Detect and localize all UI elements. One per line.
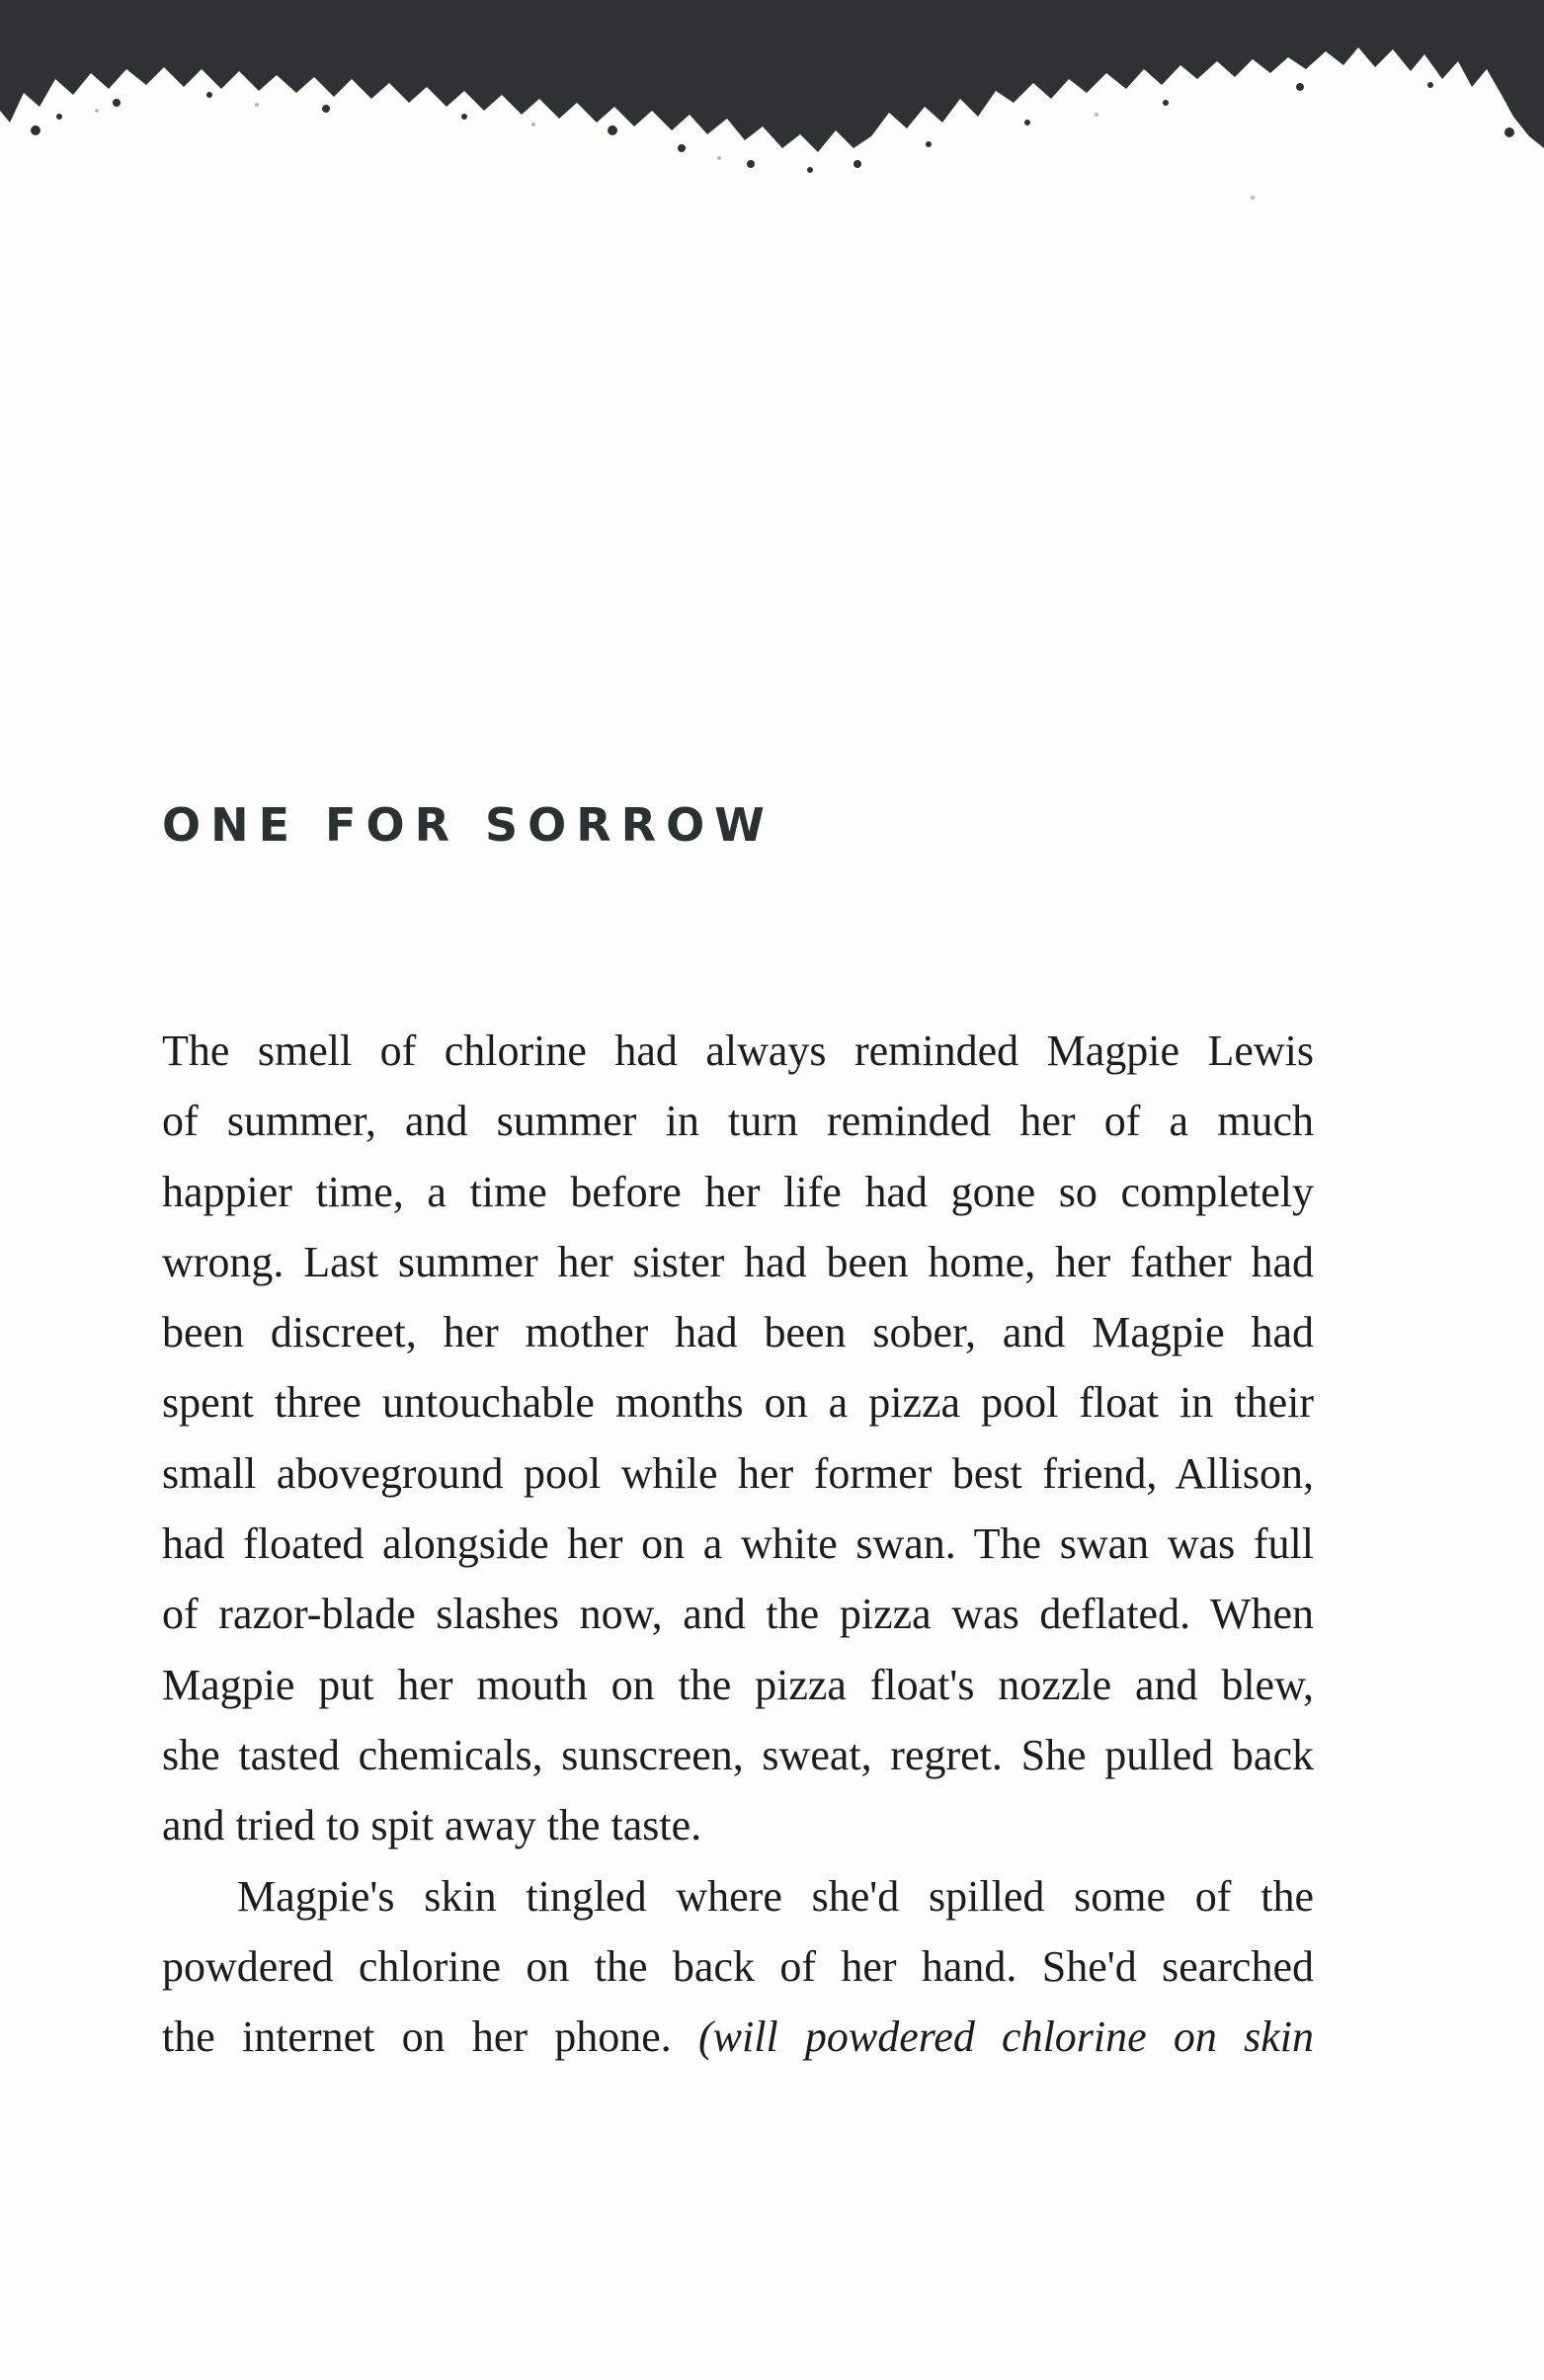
text-line: happier time, a time before her life had gone so completely xyxy=(162,1167,1314,1216)
chapter-body xyxy=(162,1016,1314,2072)
text-line: spent three untouchable months on a pizza pool float in their xyxy=(162,1378,1314,1428)
text-line: had floated alongside her on a white swan. The swan was full xyxy=(162,1519,1314,1569)
text-line: Magpie's skin tingled where she'd spilled some of the xyxy=(237,1871,1314,1921)
paragraph xyxy=(162,1861,1314,2073)
text-line: and tried to spit away the taste. xyxy=(162,1801,702,1850)
ink-brush-header xyxy=(0,0,1544,217)
text-line xyxy=(162,2002,1314,2072)
paragraph xyxy=(162,1016,1314,1861)
text-line: The smell of chlorine had always reminded Magpie Lewis xyxy=(162,1026,1314,1075)
text-line: been discreet, her mother had been sober, and Magpie had xyxy=(162,1308,1314,1357)
text-line: wrong. Last summer her sister had been home, her father had xyxy=(162,1237,1314,1286)
text-segment: the internet on her phone. xyxy=(162,2012,672,2062)
text-line: small aboveground pool while her former best friend, Allison, xyxy=(162,1448,1314,1498)
italic-search-query: (will powdered chlorine on skin xyxy=(698,2012,1315,2062)
text-line: she tasted chemicals, sunscreen, sweat, regret. She pulled back xyxy=(162,1730,1314,1779)
text-line: Magpie put her mouth on the pizza float's nozzle and blew, xyxy=(162,1660,1314,1709)
text-line: powdered chlorine on the back of her hand. She'd searched xyxy=(162,1941,1314,1991)
chapter-title: ONE FOR SORROW xyxy=(162,798,774,852)
text-line: of summer, and summer in turn reminded her of a much xyxy=(162,1097,1314,1146)
text-line: of razor-blade slashes now, and the pizza was deflated. When xyxy=(162,1590,1314,1639)
